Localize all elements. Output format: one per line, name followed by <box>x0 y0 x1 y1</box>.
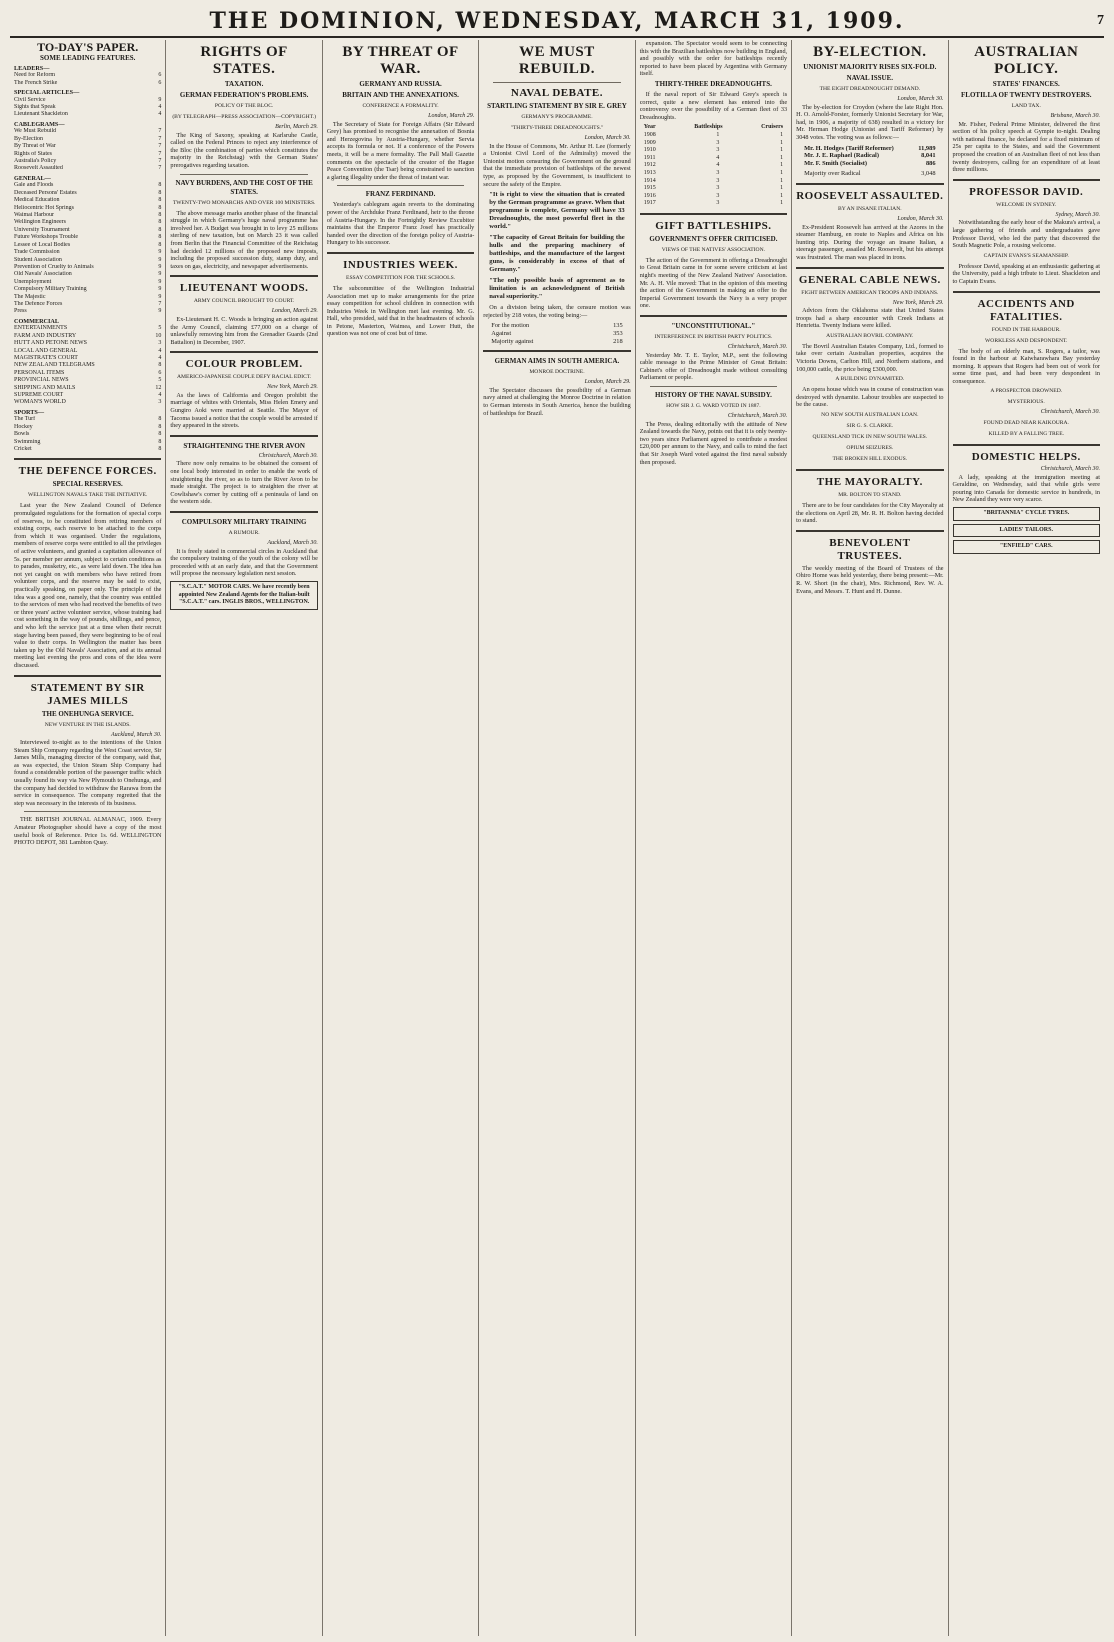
table-row: 1913 3 1 <box>643 169 784 176</box>
subsidy-dateline: Christchurch, March 30. <box>727 413 788 419</box>
divider <box>796 469 943 471</box>
divider <box>953 291 1100 293</box>
bovril-subhead: AUSTRALIAN BOVRIL COMPANY. <box>826 332 914 339</box>
aims-subhead: MONROE DOCTRINE. <box>529 369 585 376</box>
david-body: Notwithstanding the early hour of the Makura's arrival, a large gathering of friends and undergraduates gave Professor David, who led the party that discovered the South Magnetic Pole, a rousing welcome. <box>952 219 1100 250</box>
toc-section-heading: CABLEGRAMS— <box>14 120 65 128</box>
war-subhead-3: CONFERENCE A FORMALITY. <box>362 103 439 109</box>
gift-headline: GIFT BATTLESHIPS. <box>655 219 772 232</box>
byelection-subhead-3: THE EIGHT DREADNOUGHT DEMAND. <box>819 86 921 92</box>
franz-subhead: FRANZ FERDINAND. <box>365 190 436 199</box>
rebuild-subhead-2: STARTLING STATEMENT BY SIR E. GREY <box>487 102 627 110</box>
results-table <box>804 145 935 168</box>
toc-item: Press 9 <box>14 308 162 315</box>
toc-item: Deceased Persons' Estates 8 <box>14 189 162 196</box>
harbour-subhead-2: WORKLESS AND DESPONDENT. <box>985 337 1068 344</box>
toc-item: By Threat of War 7 <box>14 143 162 150</box>
divider <box>796 183 943 185</box>
divider <box>14 675 161 677</box>
quote-1: "It is right to view the situation that is created by the German programme as grave. When that programme is complete, Germany will have 33 Dreadnoughts, the most powerful fleet in the world." <box>489 191 625 231</box>
byelection-subhead-2: NAVAL ISSUE. <box>846 74 894 82</box>
toc-item: Australia's Policy 7 <box>14 158 162 165</box>
table-row: 1910 3 1 <box>643 147 784 154</box>
toc-section-heading: SPORTS— <box>14 408 45 416</box>
toc-item: Prevention of Cruelty to Animals 9 <box>14 263 162 270</box>
navy-body: The above message marks another phase of the financial struggle in which Germany's huge naval programme has involved her. A Budget was brought in to levy 25 millions sterling of new taxation, but on March 23 it was called from Berlin that the Financial Committee of the Reichstag had decided 12 millions of the proposed new imposts, including the proposed succession duty, stamp duty, and taxes on gas, electricity, and newspaper advertisements. <box>170 209 318 270</box>
vote-row-majority: Majority against 218 <box>491 337 623 345</box>
toc-list <box>14 65 161 454</box>
david-dateline: Sydney, March 30. <box>1055 211 1100 218</box>
defence-headline: THE DEFENCE FORCES. <box>18 465 157 478</box>
divider <box>953 179 1100 181</box>
toc-item: Heliocentric Hot Springs 8 <box>14 204 162 211</box>
dynamite-body: An opera house which was in course of construction was destroyed with dynamite. Labour troubles are suspected to be the cause. <box>796 386 944 409</box>
lieut-headline: LIEUTENANT WOODS. <box>179 282 309 295</box>
column-4 <box>479 40 635 1636</box>
defence-subhead-2: WELLINGTON NAVALS TAKE THE INITIATIVE. <box>27 492 148 499</box>
industries-headline: INDUSTRIES WEEK. <box>343 258 458 271</box>
toc-item: Gale and Floods 8 <box>14 182 162 189</box>
toc-item: PERSONAL ITEMS 6 <box>14 369 162 376</box>
australian-dateline: Brisbane, March 30. <box>1050 113 1100 119</box>
rebuild-subhead: NAVAL DEBATE. <box>510 87 604 99</box>
divider <box>337 185 464 186</box>
mills-subhead-2: NEW VENTURE IN THE ISLANDS. <box>44 721 131 728</box>
toc-item: MAGISTRATE'S COURT 4 <box>14 354 162 361</box>
drowned-subhead: A PROSPECTOR DROWNED. <box>990 388 1063 395</box>
lieut-subhead: ARMY COUNCIL BROUGHT TO COURT. <box>193 298 295 305</box>
mayoralty-subhead: MR. BOLTON TO STAND. <box>838 492 902 499</box>
toc-section-heading: LEADERS— <box>14 64 50 72</box>
rights-headline: RIGHTS OF STATES. <box>200 44 288 77</box>
cable-dateline: New York, March 29. <box>892 299 944 306</box>
rebuild-body: In the House of Commons, Mr. Arthur H. Lee (formerly a Unionist Civil Lord of the Admiralty) moved the Unionist motion censuring the Government on the ground that the immediate provision of battleships of the newest type, as proposed by the Government, is insufficient to secure the safety of the Empire. <box>483 142 631 188</box>
hill-subhead: THE BROKEN HILL EXODUS. <box>832 456 908 463</box>
australian-subhead-2: FLOTILLA OF TWENTY DESTROYERS. <box>961 91 1092 99</box>
toc-item: Hockey 8 <box>14 423 162 430</box>
continued-body: expansion. The Spectator would seem to be connecting this with the Brazilian battleships now building in England, and possibly with the order for battleships recently reported to have been placed by Argentina with Germany itself. <box>639 40 788 78</box>
lieut-body: Ex-Lieutenant H. C. Woods is bringing an action against the Army Council, claiming £77,000 on a charge of unlawfully removing him from the Grenadier Guards (2nd Battalion) in December, 1907. <box>170 315 318 346</box>
domestic-headline: DOMESTIC HELPS. <box>971 451 1081 464</box>
column-7 <box>949 40 1104 1636</box>
toc-item: Rights of States 7 <box>14 150 162 157</box>
toc-item: Unemployment 9 <box>14 278 162 285</box>
toc-item: LOCAL AND GENERAL 4 <box>14 347 162 354</box>
toc-item: Student Association 9 <box>14 256 162 263</box>
mysterious-dateline: Christchurch, March 30. <box>1040 409 1100 416</box>
divider <box>327 252 474 254</box>
mills-subhead: THE ONEHUNGA SERVICE. <box>41 709 134 718</box>
divider <box>14 458 161 460</box>
franz-body: Yesterday's cablegram again reverts to the dominating power of the Archduke Franz Ferdinand, heir to the throne of Austria-Hungary. In the Fortnightly Review Excubitor maintains that the Emperor Franz Josef has practically handed over the direction of the foreign policy of Austria-Hungary to his successor. <box>326 201 475 247</box>
advert-tyres: "BRITANNIA" CYCLE TYRES. <box>953 507 1100 521</box>
cable-subhead: FIGHT BETWEEN AMERICAN TROOPS AND INDIANS. <box>801 289 939 296</box>
loan-subhead: NO NEW SOUTH AUSTRALIAN LOAN. <box>821 412 919 419</box>
divider <box>953 444 1100 446</box>
result-row: Mr. H. Hodges (Tariff Reformer) 11,989 <box>804 144 936 152</box>
rights-subhead-3: POLICY OF THE BLOC. <box>214 103 274 109</box>
tick-subhead: QUEENSLAND TICK IN NEW SOUTH WALES. <box>812 434 928 441</box>
column-1 <box>10 40 166 1636</box>
australian-subhead: STATES' FINANCES. <box>992 80 1060 88</box>
rights-subhead-2: GERMAN FEDERATION'S PROBLEMS. <box>179 91 309 99</box>
david-headline: PROFESSOR DAVID. <box>969 185 1084 198</box>
gift-subhead: GOVERNMENT'S OFFER CRITICISED. <box>649 234 778 243</box>
toc-item: ENTERTAINMENTS 5 <box>14 325 162 332</box>
river-dateline: Christchurch, March 30. <box>258 452 318 459</box>
advert-enfield: "ENFIELD" CARS. <box>953 540 1100 554</box>
toc-item: Wellington Engineers 8 <box>14 219 162 226</box>
byelection-body: The by-election for Croydon (where the late Right Hon. H. O. Arnold-Forster, formerly Unionist Secretary for War, had, in 1906, a majority of 638) resulted in a victory for Mr. Herman Hodge (Unionist and Tariff Reformer) by 3048 votes. The voting was as follows:— <box>796 103 944 141</box>
byelection-headline: BY-ELECTION. <box>813 44 927 60</box>
toc-item: Waimai Harbour 8 <box>14 212 162 219</box>
divider <box>180 174 307 175</box>
table-row: 1914 3 1 <box>643 177 784 184</box>
column-6 <box>792 40 948 1636</box>
roosevelt-subhead: BY AN INSANE ITALIAN. <box>837 205 902 212</box>
war-headline: BY THREAT OF WAR. <box>342 44 459 77</box>
mysterious-subhead: MYSTERIOUS. <box>1007 399 1045 406</box>
cmt-body: It is freely stated in commercial circles in Auckland that the compulsory training of the youth of the colony will be proceeded with at an early date, and that the Government will propose the necessary legislation next session. <box>170 547 318 578</box>
divider <box>483 350 630 352</box>
table-row: Year Battleships Cruisers <box>643 124 784 131</box>
divider <box>170 435 317 437</box>
toc-item: By-Election 7 <box>14 135 162 142</box>
rights-body: The King of Saxony, speaking at Karlsruhe Castle, called on the Federal Princes to reject any interference of the Bloc (the combination of parties which constitutes the majority in the Reichstag) with the German States' prerogatives regarding taxation. <box>170 131 318 169</box>
table-row: 1917 3 1 <box>643 200 784 207</box>
evans-subhead: CAPTAIN EVANS'S SEAMANSHIP. <box>983 252 1069 259</box>
harbour-body: The body of an elderly man, S. Rogers, a tailor, was found in the harbour at Kaiwharawhara Bay yesterday morning. It appears that Rogers had been out of work for some time past, and had been very despondent in consequence. <box>952 347 1100 385</box>
australian-headline: AUSTRALIAN POLICY. <box>974 44 1079 77</box>
dynamite-subhead: A BUILDING DYNAMITED. <box>835 376 905 383</box>
toc-item: University Tournament 8 <box>14 226 162 233</box>
toc-item: The Majestic 9 <box>14 293 162 300</box>
toc-item: PROVINCIAL NEWS 5 <box>14 377 162 384</box>
divider <box>640 315 787 317</box>
accidents-headline: ACCIDENTS AND FATALITIES. <box>977 297 1075 323</box>
industries-subhead: ESSAY COMPETITION FOR THE SCHOOLS. <box>346 274 456 281</box>
found-dead-subhead: FOUND DEAD NEAR KAIKOURA. <box>983 420 1069 427</box>
masthead-title: THE DOMINION, WEDNESDAY, MARCH 31, 1909. <box>209 8 905 34</box>
dread-body: If the naval report of Sir Edward Grey's speech is correct, quite a new element has entered into the controversy over the possibility of a German fleet of 33 Dreadnoughts. <box>639 90 788 121</box>
toc-item: Bowls 8 <box>14 431 162 438</box>
domestic-dateline: Christchurch, March 30. <box>1040 466 1100 473</box>
toc-item: SUPREME COURT 4 <box>14 392 162 398</box>
toc-item: Sights that Speak 4 <box>14 104 162 110</box>
cmt-headline: COMPULSORY MILITARY TRAINING <box>181 518 307 526</box>
aims-headline: GERMAN AIMS IN SOUTH AMERICA. <box>494 357 620 366</box>
war-subhead: GERMANY AND RUSSIA. <box>359 80 442 88</box>
toc-section-heading: COMMERCIAL <box>14 317 60 325</box>
toc-item: FARM AND INDUSTRY 10 <box>14 332 162 339</box>
quote-2: "The capacity of Great Britain for building the hulls and the preparing machinery of battleships, and the manufacture of the largest guns, is considerably in excess of that of Germany." <box>489 234 625 274</box>
aims-body: The Spectator discusses the possibility of a German navy aimed at challenging the Monroe Doctrine in relation to German interests in South America, hence the building of battleships for Brazil. <box>483 386 631 417</box>
subsidy-subhead: HOW SIR J. G. WARD VOTED IN 1887. <box>666 403 761 409</box>
subsidy-body: The Press, dealing editorially with the attitude of New Zealand towards the Navy, points out that it is only twenty-two years since Parliament agreed to contribute a modest £20,000 per annum to the Navy, and calls to mind the fact that Sir Joseph Ward voted against the first naval subsidy then proposed. <box>639 420 788 466</box>
table-row: 1912 4 1 <box>643 162 784 169</box>
toc-item: The Turf 8 <box>14 416 162 423</box>
vote-row-for: For the motion 135 <box>491 322 623 330</box>
press-credit: (BY TELEGRAPH—PRESS ASSOCIATION—COPYRIGHT.) <box>172 114 316 120</box>
divider <box>170 351 317 353</box>
colour-body: As the laws of California and Oregon prohibit the marriage of whites with Orientals, Miss Helen Emery and Gungiro Aoki were married at Seattle. The Mayor of Tacoma issued a notice that the couple would be arrested if they appeared in the streets. <box>170 391 318 430</box>
toc-item: NEW ZEALAND TELEGRAMS 8 <box>14 362 162 369</box>
byelection-dateline: London, March 30. <box>897 96 944 102</box>
lieut-dateline: London, March 29. <box>271 308 318 315</box>
benevolent-headline: BENEVOLENT TRUSTEES. <box>829 536 911 562</box>
war-dateline: London, March 29. <box>428 113 475 119</box>
scat-advert: "S.C.A.T." MOTOR CARS. We have recently been appointed New Zealand Agents for the Italian-built "S.C.A.T." cars. INGLIS BROS., WELLINGTON. <box>170 581 317 610</box>
majority-row: Majority over Radical 3,048 <box>804 170 936 178</box>
toc-section-heading: SPECIAL ARTICLES— <box>14 89 80 96</box>
rebuild-headline: WE MUST REBUILD. <box>518 44 596 77</box>
unconst-body: Yesterday Mr. T. E. Taylor, M.P., sent the following cable message to the Prime Minister of Great Britain: Cabinet's offer of Dreadnought made without consulting Parliament or people. <box>639 351 788 382</box>
toc-item: Future Workshops Trouble 8 <box>14 234 162 241</box>
toc-section-heading: GENERAL— <box>14 174 51 182</box>
vote-table <box>491 322 622 345</box>
opium-subhead: OPIUM SEIZURES. <box>846 445 894 452</box>
vote-row-against: Against 353 <box>491 329 623 337</box>
columns <box>10 40 1104 1636</box>
divider <box>796 530 943 532</box>
river-body: There now only remains to be obtained the consent of one local body interested in order to enable the work of straightening the river, so as to turn the River Avon to be made straight. The project is to straighten the river at Cowlishaw's corner by cutting off a peninsula of land on the western side. <box>170 460 318 506</box>
colour-subhead: AMERICO-JAPANESE COUPLE DEFY RACIAL EDICT. <box>176 374 312 381</box>
toc-subtitle: SOME LEADING FEATURES. <box>40 53 136 62</box>
dread-table <box>644 124 783 208</box>
rebuild-dateline: London, March 30. <box>584 135 631 141</box>
table-row: 1915 3 1 <box>643 185 784 192</box>
australian-body: Mr. Fisher, Federal Prime Minister, delivered the first section of his policy speech at Gympie to-night. Dealing with national finance, he declared for a fixed minimum of 25s per capita to the States, and said the Government proposed the creation of an Australian fleet of not less than twenty destroyers, calling for an expenditure of at least three millions. <box>952 120 1100 174</box>
toc-item: Roosevelt Assaulted 7 <box>14 165 162 172</box>
gift-body: The action of the Government in offering a Dreadnought to Great Britain came in for some severe criticism at last night's meeting of the New Zealand Natives' Association. Mr. A. H. Vile moved: That in the opinion of this meeting the action of the Government in making an offer to the Imperial Government towards the Navy is a very proper one. <box>639 256 788 310</box>
domestic-body: A lady, speaking at the immigration meeting at Geraldine, on Wednesday, said that while girls were pouring into Canada for domestic service in hundreds, in New Zealand they were very scarce. <box>952 473 1100 504</box>
divider <box>650 386 777 387</box>
divider <box>170 511 317 513</box>
rights-subhead: TAXATION. <box>224 80 264 88</box>
dread-subhead: THIRTY-THREE DREADNOUGHTS. <box>654 79 772 88</box>
toc-item: Need for Reform 6 <box>14 72 162 79</box>
mayoralty-body: There are to be four candidates for the City Mayoralty at the elections on April 28, Mr. R. H. Bolton having decided to stand. <box>796 502 944 525</box>
rights-dateline: Berlin, March 29. <box>275 124 318 130</box>
byelection-subhead: UNIONIST MAJORITY RISES SIX-FOLD. <box>803 63 937 71</box>
table-row: 1911 4 1 <box>643 154 784 161</box>
aims-dateline: London, March 29. <box>584 379 631 386</box>
divider <box>170 275 317 277</box>
evans-body: Professor David, speaking at an enthusiastic gathering at the University, paid a high tribute to Lieut. Shackleton and to Captain Evans. <box>952 262 1100 285</box>
unconst-subhead: INTERFERENCE IN BRITISH PARTY POLITICS. <box>654 334 773 341</box>
rebuild-subhead-3: GERMANY'S PROGRAMME. <box>521 114 593 120</box>
vote-intro: On a division being taken, the censure motion was rejected by 218 votes, the voting being:— <box>483 304 631 319</box>
mayoralty-headline: THE MAYORALTY. <box>816 476 923 489</box>
war-subhead-2: BRITAIN AND THE ANNEXATIONS. <box>342 91 459 99</box>
page-number: 7 <box>1096 13 1104 28</box>
result-row: Mr. F. Smith (Socialist) 886 <box>804 159 936 167</box>
unconst-headline: "UNCONSTITUTIONAL." <box>671 322 756 331</box>
table-row: 1916 3 1 <box>643 192 784 199</box>
subsidy-headline: HISTORY OF THE NAVAL SUBSIDY. <box>654 391 772 399</box>
toc-item: Old Navals' Association 9 <box>14 271 162 278</box>
benevolent-body: The weekly meeting of the Board of Trustees of the Ohiro Home was held yesterday, there being present:—Mr. R. W. Short (in the chair), Mrs. Richmond, Rev. W. A. Evans, and Messrs. T. Hunt and H. Dunne. <box>796 564 944 595</box>
toc-item: Lessee of Local Bodies 8 <box>14 241 162 248</box>
toc-title: TO-DAY'S PAPER. <box>37 40 139 54</box>
toc-item: WOMAN'S WORLD 3 <box>14 399 162 406</box>
toc-item: Trade Commission 9 <box>14 249 162 256</box>
navy-subhead: NAVY BURDENS, AND THE COST OF THE STATES. <box>175 178 313 196</box>
falling-tree-subhead: KILLED BY A FALLING TREE. <box>988 431 1065 438</box>
rebuild-subhead-4: "THIRTY-THREE DREADNOUGHTS." <box>510 125 604 131</box>
harbour-subhead: FOUND IN THE HARBOUR. <box>991 326 1061 333</box>
toc-item: We Must Rebuild 7 <box>14 128 162 135</box>
mills-body: Interviewed to-night as to the intentions of the Union Steam Ship Company regarding the West Coast service, Sir James Mills, managing director of the company, said that, as was expected, the Union Steam Ship Company had found a considerable portion of the passenger traffic which usually found its way via New Plymouth to Onehunga, and the company had decided to withdraw the Rarawa from the service in consequence. The company regretted that the step was necessary in the interests of its business. <box>14 739 162 807</box>
mills-dateline: Auckland, March 30. <box>110 731 162 738</box>
column-2 <box>166 40 322 1636</box>
toc-item: Cricket 8 <box>14 446 162 453</box>
bovril-body: The Bovril Australian Estates Company, Ltd., formed to take over certain Australian properties, acquires the Victoria Downs, Carlton Hill, and Northern stations, and 100,000 cattle, the price being £300,000. <box>796 342 944 373</box>
cmt-dateline: Auckland, March 30. <box>267 540 318 546</box>
toc-item: The French Strike 6 <box>14 79 162 86</box>
war-body: The Secretary of State for Foreign Affairs (Sir Edward Grey) has promised to recognise the annexation of Bosnia and Herzegovina by Austria-Hungary, whether Servia accepts its formula or not. If a conference of the Powers meets, it will be a mere formality. The Pall Mall Gazette comments on the spectacle of the creator of the Hague Peace Convention (the Tsar) being constrained to sanction a glaring illegality under the threat of instant war. <box>326 120 475 181</box>
divider <box>493 82 620 83</box>
column-5 <box>636 40 792 1636</box>
masthead <box>10 6 1104 38</box>
advert-tailors: LADIES' TAILORS. <box>953 524 1100 538</box>
roosevelt-body: Ex-President Roosevelt has arrived at the Azores in the steamer Hamburg, en route to Naples and Africa on his hunting trip. During the voyage an insane Italian, a steerage passenger, assailed Mr. Roosevelt, but his attempt was frustrated. The man was placed in irons. <box>796 223 944 261</box>
unconst-dateline: Christchurch, March 30. <box>727 344 788 351</box>
quote-3: "The only possible basis of agreement as to limitation is an acknowledgment of British naval superiority." <box>489 277 625 301</box>
river-headline: STRAIGHTENING THE RIVER AVON <box>183 441 305 450</box>
toc-item: SHIPPING AND MAILS 12 <box>14 384 162 391</box>
defence-body: Last year the New Zealand Council of Defence promulgated regulations for the formation of special corps of reserves, to be constituted from retiring members of existing corps, each reserve to be attached to the corps from which it was organised. Under the regulations, members of reserve corps were entitled to all the privileges of active volunteers, and granted a capitation allowance of 5s. per member per annum, subject to certain conditions as to parades, musketry, etc., as were laid down. The idea has not yet caught on with members who have retired from volunteer corps, and the reserve may be said to exist, practically speaking, on paper only. The principle of the idea was a good one, namely, that the country was entitled to the services of men who had received the benefits of two or three years' active volunteer service, whose training had cost something in the way of pounds, shillings, and pence, and who left the service just at a time when their recruit stage having been passed, they were beginning to be of real value to their corps. In Wellington the matter has been taken up by the Old Navals' Association, and at its annual meeting last evening the pros and cons of the idea were discussed. <box>14 502 162 669</box>
divider <box>24 811 151 812</box>
divider <box>640 213 787 215</box>
result-row: Mr. J. E. Raphael (Radical) 8,041 <box>804 152 936 160</box>
mills-headline: STATEMENT BY SIR JAMES MILLS <box>30 681 145 707</box>
almanac-advert: THE BRITISH JOURNAL ALMANAC, 1909. Every Amateur Photographer should have a copy of the most useful book of Reference. Price 1s. 6d. WELLINGTON PHOTO DEPOT, 381 Lambton Quay. <box>14 816 162 847</box>
david-subhead: WELCOME IN SYDNEY. <box>996 201 1057 208</box>
toc-item: Swimming 8 <box>14 438 162 445</box>
toc-item: Civil Service 9 <box>14 96 162 103</box>
industries-body: The subcommittee of the Wellington Industrial Association met up to make arrangements for the prize essay competition for school children in connection with Industries Week in Wellington met last evening. Mr. G. Hall, who presided, said that in the headmasters of schools in Petone, Masterton, Waimea, and Lower Hutt, the question was not one of cost but of time. <box>326 284 475 338</box>
navy-subhead-2: TWENTY-TWO MONARCHS AND OVER 100 MINISTERS. <box>172 199 316 206</box>
divider <box>796 267 943 269</box>
colour-headline: COLOUR PROBLEM. <box>185 358 303 371</box>
column-3 <box>323 40 479 1636</box>
table-row: 1909 3 1 <box>643 139 784 146</box>
australian-subhead-3: LAND TAX. <box>1011 103 1041 109</box>
roosevelt-headline: ROOSEVELT ASSAULTED. <box>796 189 944 202</box>
toc-item: Medical Education 8 <box>14 197 162 204</box>
defence-subhead: SPECIAL RESERVES. <box>52 480 123 489</box>
cmt-subhead: A RUMOUR. <box>228 530 260 536</box>
clarke-subhead: SIR G. S. CLARKE. <box>846 423 894 430</box>
cable-headline: GENERAL CABLE NEWS. <box>798 273 941 286</box>
toc-item: The Defence Forces 7 <box>14 300 162 307</box>
roosevelt-dateline: London, March 30. <box>897 215 944 222</box>
gift-subhead-2: VIEWS OF THE NATIVES' ASSOCIATION. <box>661 246 766 253</box>
toc-item: Compulsory Military Training 9 <box>14 286 162 293</box>
toc-item: HUTT AND PETONE NEWS 3 <box>14 340 162 347</box>
colour-dateline: New York, March 29. <box>267 384 318 391</box>
cable-body: Advices from the Oklahoma state that United States troops had a sharp encounter with Creek Indians at Henrietta. Twenty Indians were killed. <box>796 307 944 330</box>
toc-item: Lieutenant Shackleton 4 <box>14 111 162 118</box>
table-row: 1908 1 1 <box>643 131 784 138</box>
